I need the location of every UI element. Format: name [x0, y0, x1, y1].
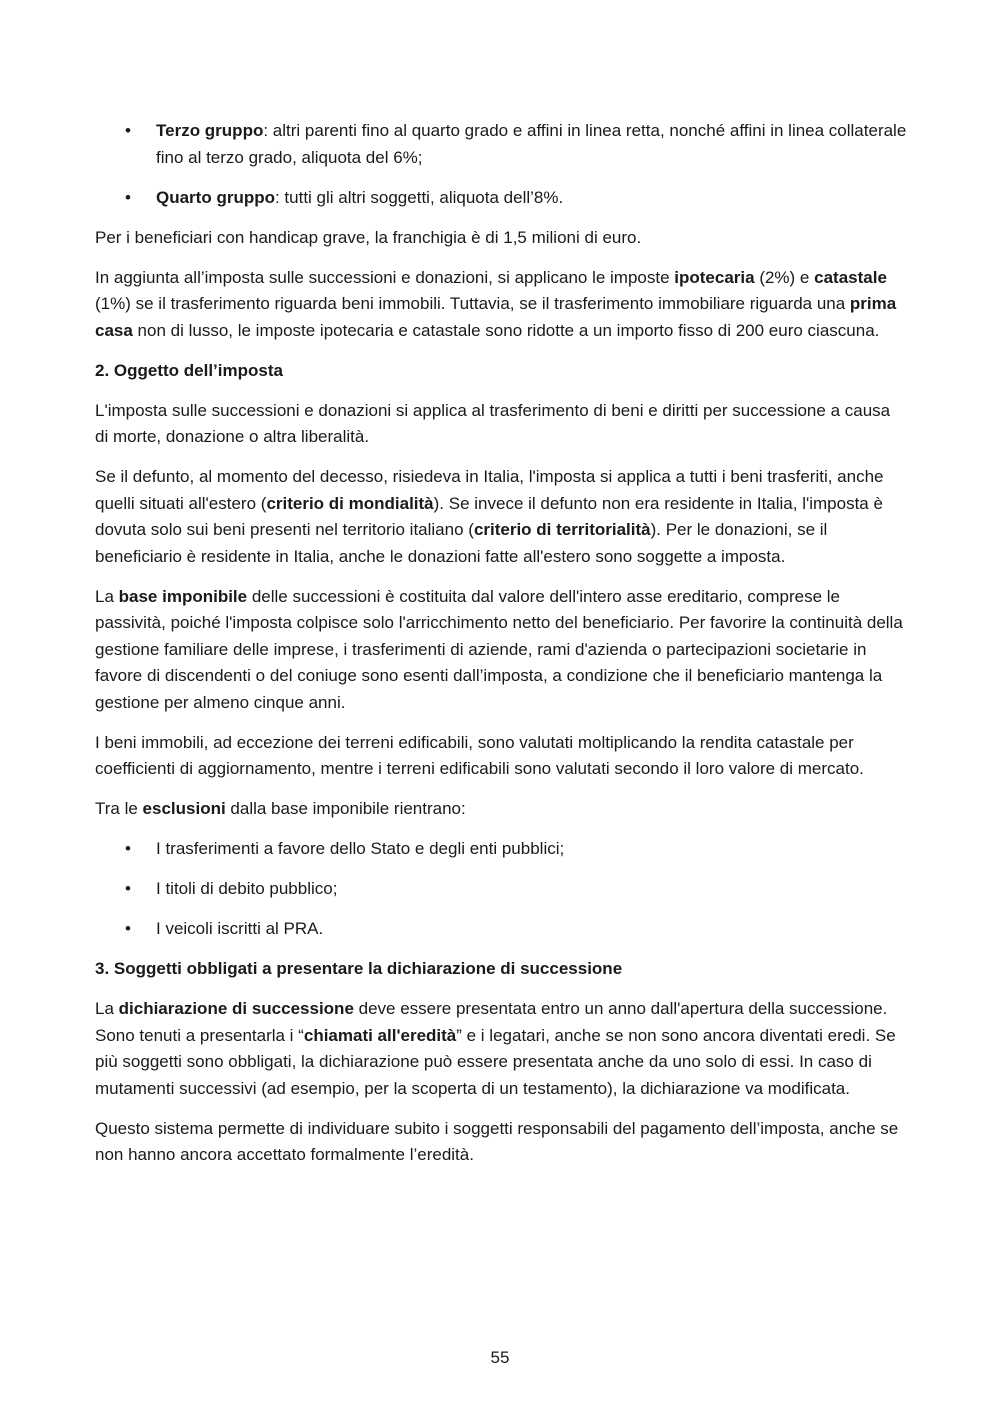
- paragraph-handicap: Per i beneficiari con handicap grave, la franchigia è di 1,5 milioni di euro.: [95, 227, 642, 247]
- paragraph-sistema: Questo sistema permette di individuare subito i soggetti responsabili del pagamento dell’imposta, anche se non hanno ancora accettato formalmente l’eredità.: [95, 1118, 899, 1164]
- esclusioni-list: [95, 836, 907, 943]
- list-item-quarto-gruppo: • Quarto gruppo: tutti gli altri soggetti, aliquota dell’8%.: [95, 185, 907, 212]
- paragraph-esclusioni: Tra le esclusioni dalla base imponibile rientrano:: [95, 799, 466, 818]
- paragraph-ipotecaria: In aggiunta all’imposta sulle successioni e donazioni, si applicano le imposte ipotecaria (2%) e catastale (1%) se il trasferimento riguarda beni immobili. Tuttavia, se il trasferimento immobiliare riguarda una prima casa non di lusso, le imposte ipotecaria e catastale sono ridotte a un importo fisso di 200 euro ciascuna.: [95, 267, 897, 340]
- paragraph-defunto: Se il defunto, al momento del decesso, risiedeva in Italia, l'imposta si applica a tutti i beni trasferiti, anche quelli situati all'estero (criterio di mondialità). Se invece il defunto non era residente in Italia, l'imposta è dovuta solo sui beni presenti nel territorio italiano (criterio di territorialità). Per le donazioni, se il beneficiario è residente in Italia, anche le donazioni fatte all'estero sono soggette a imposta.: [95, 467, 884, 566]
- list-item-terzo-gruppo: • Terzo gruppo: altri parenti fino al quarto grado e affini in linea retta, nonché affini in linea collaterale fino al terzo grado, aliquota del 6%;: [95, 118, 907, 171]
- groups-list: [95, 118, 907, 211]
- document-body: [95, 118, 907, 1182]
- list-item: • I titoli di debito pubblico;: [95, 876, 907, 903]
- list-item: • I trasferimenti a favore dello Stato e degli enti pubblici;: [95, 836, 907, 863]
- paragraph-base-imponibile: La base imponibile delle successioni è costituita dal valore dell'intero asse ereditario, comprese le passività, poiché l'imposta colpisce solo l'arricchimento netto del beneficiario. Per favorire la continuità della gestione familiare delle imprese, i trasferimenti di aziende, rami d'azienda o partecipazioni societarie in favore di discendenti o del coniuge sono esenti dall’imposta, a condizione che il beneficiario mantenga la gestione per almeno cinque anni.: [95, 586, 903, 712]
- section-heading-soggetti: 3. Soggetti obbligati a presentare la dichiarazione di successione: [95, 959, 623, 978]
- paragraph-immobili: I beni immobili, ad eccezione dei terreni edificabili, sono valutati moltiplicando la rendita catastale per coefficienti di aggiornamento, mentre i terreni edificabili sono valutati secondo il loro valore di mercato.: [95, 732, 864, 778]
- list-item: • I veicoli iscritti al PRA.: [95, 916, 907, 943]
- paragraph-dichiarazione: La dichiarazione di successione deve essere presentata entro un anno dall'apertura della successione. Sono tenuti a presentarla i “chiamati all'eredità” e i legatari, anche se non sono ancora diventati eredi. Se più soggetti sono obbligati, la dichiarazione può essere presentata anche da uno solo di essi. In caso di mutamenti successivi (ad esempio, per la scoperta di un testamento), la dichiarazione va modificata.: [95, 999, 896, 1098]
- page-number: 55: [490, 1348, 510, 1367]
- paragraph-oggetto: L'imposta sulle successioni e donazioni si applica al trasferimento di beni e diritti per successione a causa di morte, donazione o altra liberalità.: [95, 400, 891, 446]
- section-heading-oggetto: 2. Oggetto dell’imposta: [95, 360, 283, 380]
